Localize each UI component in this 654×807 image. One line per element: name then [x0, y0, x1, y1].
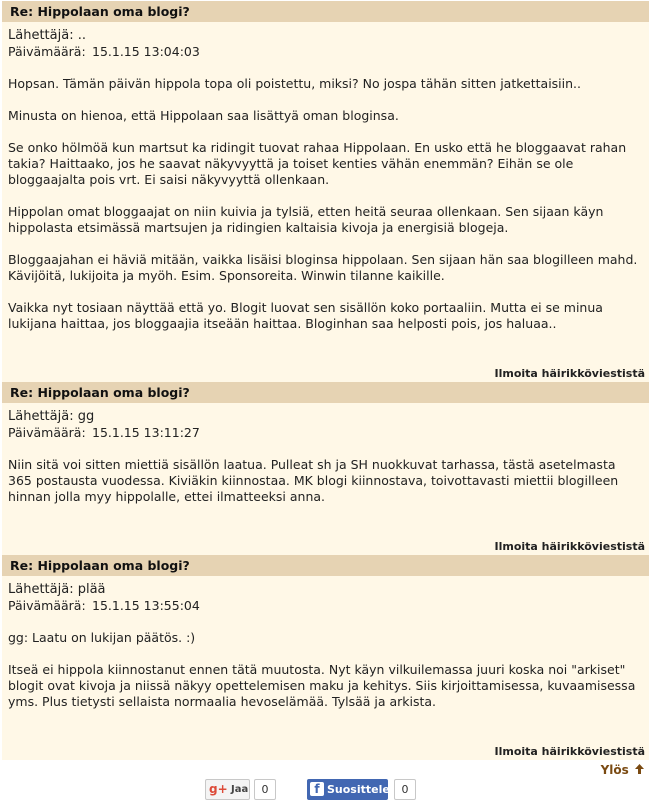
sender-name: : plää	[69, 582, 106, 597]
facebook-count: 0	[394, 779, 416, 800]
post-title: Re: Hippolaan oma blogi?	[2, 555, 649, 576]
facebook-icon: f	[310, 782, 324, 796]
sender-label: Lähettäjä	[8, 409, 70, 424]
facebook-recommend-button[interactable]	[307, 779, 388, 800]
post-title: Re: Hippolaan oma blogi?	[2, 1, 649, 22]
post-date: 15.1.15 13:04:03	[92, 44, 200, 59]
google-plus-count: 0	[254, 779, 276, 800]
arrow-up-icon	[635, 763, 644, 777]
sender-label: Lähettäjä	[8, 582, 70, 597]
facebook-label: Suosittele	[327, 783, 390, 796]
post-title: Re: Hippolaan oma blogi?	[2, 382, 649, 403]
post-paragraph: Bloggaajahan ei häviä mitään, vaikka lisäisi bloginsa hippolaan. Sen sijaan hän saa blogilleen mahd. Kävijöitä, lukijoita ja myöh. Esim. Sponsoreita. Winwin tilanne kaikille.	[8, 252, 638, 283]
post-paragraph: Hippolan omat bloggaajat on niin kuivia ja tylsiä, etten heitä seuraa ollenkaan. Sen sijaan käyn hippolasta etsimässä martsujen ja ridingien kaltaisia kivoja ja energisiä blogeja.	[8, 204, 604, 235]
post-paragraph: Vaikka nyt tosiaan näyttää että yo. Blogit luovat sen sisällön koko portaaliin. Mutta ei se minua lukijana haittaa, jos bloggaajia itseään haittaa. Bloginhan saa helposti pois, jos haluaa..	[8, 300, 603, 331]
post-text	[8, 457, 641, 505]
report-post-link[interactable]: Ilmoita häirikköviestistä	[494, 745, 645, 758]
report-post-link[interactable]: Ilmoita häirikköviestistä	[494, 540, 645, 553]
post-text	[8, 630, 641, 710]
forum-post	[2, 382, 649, 555]
google-plus-label: Jaa	[231, 784, 249, 795]
report-post-link[interactable]: Ilmoita häirikköviestistä	[494, 367, 645, 380]
sender-line	[8, 409, 641, 425]
forum-post	[2, 1, 649, 382]
post-paragraph: Minusta on hienoa, että Hippolaan saa lisättyä oman bloginsa.	[8, 108, 399, 123]
sender-name: : gg	[69, 409, 95, 424]
post-date: 15.1.15 13:11:27	[92, 425, 200, 440]
google-plus-icon: g+	[209, 782, 228, 796]
sender-line	[8, 28, 641, 44]
date-line	[8, 425, 641, 441]
forum-post	[2, 555, 649, 760]
back-to-top-label: Ylös	[600, 763, 629, 777]
date-label: Päivämäärä:	[8, 598, 86, 613]
date-line	[8, 598, 641, 614]
sender-line	[8, 582, 641, 598]
date-line	[8, 44, 641, 60]
post-paragraph: Itseä ei hippola kiinnostanut ennen tätä muutosta. Nyt käyn vilkuilemassa juuri koska noi "arkiset" blogit ovat kivoja ja niissä näkyy opettelemisen maku ja kehitys. Siis kirjoittamisessa, kuvaamisessa yms. Plus tietysti sellaista normaalia hevoselämää. Tylsää ja arkista.	[8, 662, 636, 709]
google-plus-share-button[interactable]	[205, 779, 250, 800]
sender-label: Lähettäjä	[8, 28, 70, 43]
post-paragraph: gg: Laatu on lukijan päätös. :)	[8, 630, 196, 645]
date-label: Päivämäärä:	[8, 44, 86, 59]
sender-name: : ..	[69, 28, 86, 43]
post-paragraph: Niin sitä voi sitten miettiä sisällön laatua. Pulleat sh ja SH nuokkuvat tarhassa, tästä asetelmasta 365 postausta vuodessa. Kiviäkin kiinnostaa. MK blogi kiinnostava, toivottavasti miettii blogilleen hinnan jolla myy hippolalle, ettei ilmatteeksi anna.	[8, 457, 619, 504]
date-label: Päivämäärä:	[8, 425, 86, 440]
post-date: 15.1.15 13:55:04	[92, 598, 200, 613]
post-paragraph: Se onko hölmöä kun martsut ka ridingit tuovat rahaa Hippolaan. En usko että he bloggaavat rahan takia? Haittaako, jos he saavat näkyvyyttä ja toiset kenties vähän enemmän? Eihän se ole bloggaajalta pois vrt. Ei saisi näkyvyyttä ollenkaan.	[8, 140, 627, 187]
post-paragraph: Hopsan. Tämän päivän hippola topa oli poistettu, miksi? No jospa tähän sitten jatkettaisiin..	[8, 76, 581, 91]
back-to-top-link[interactable]	[601, 763, 644, 777]
post-text	[8, 76, 641, 332]
